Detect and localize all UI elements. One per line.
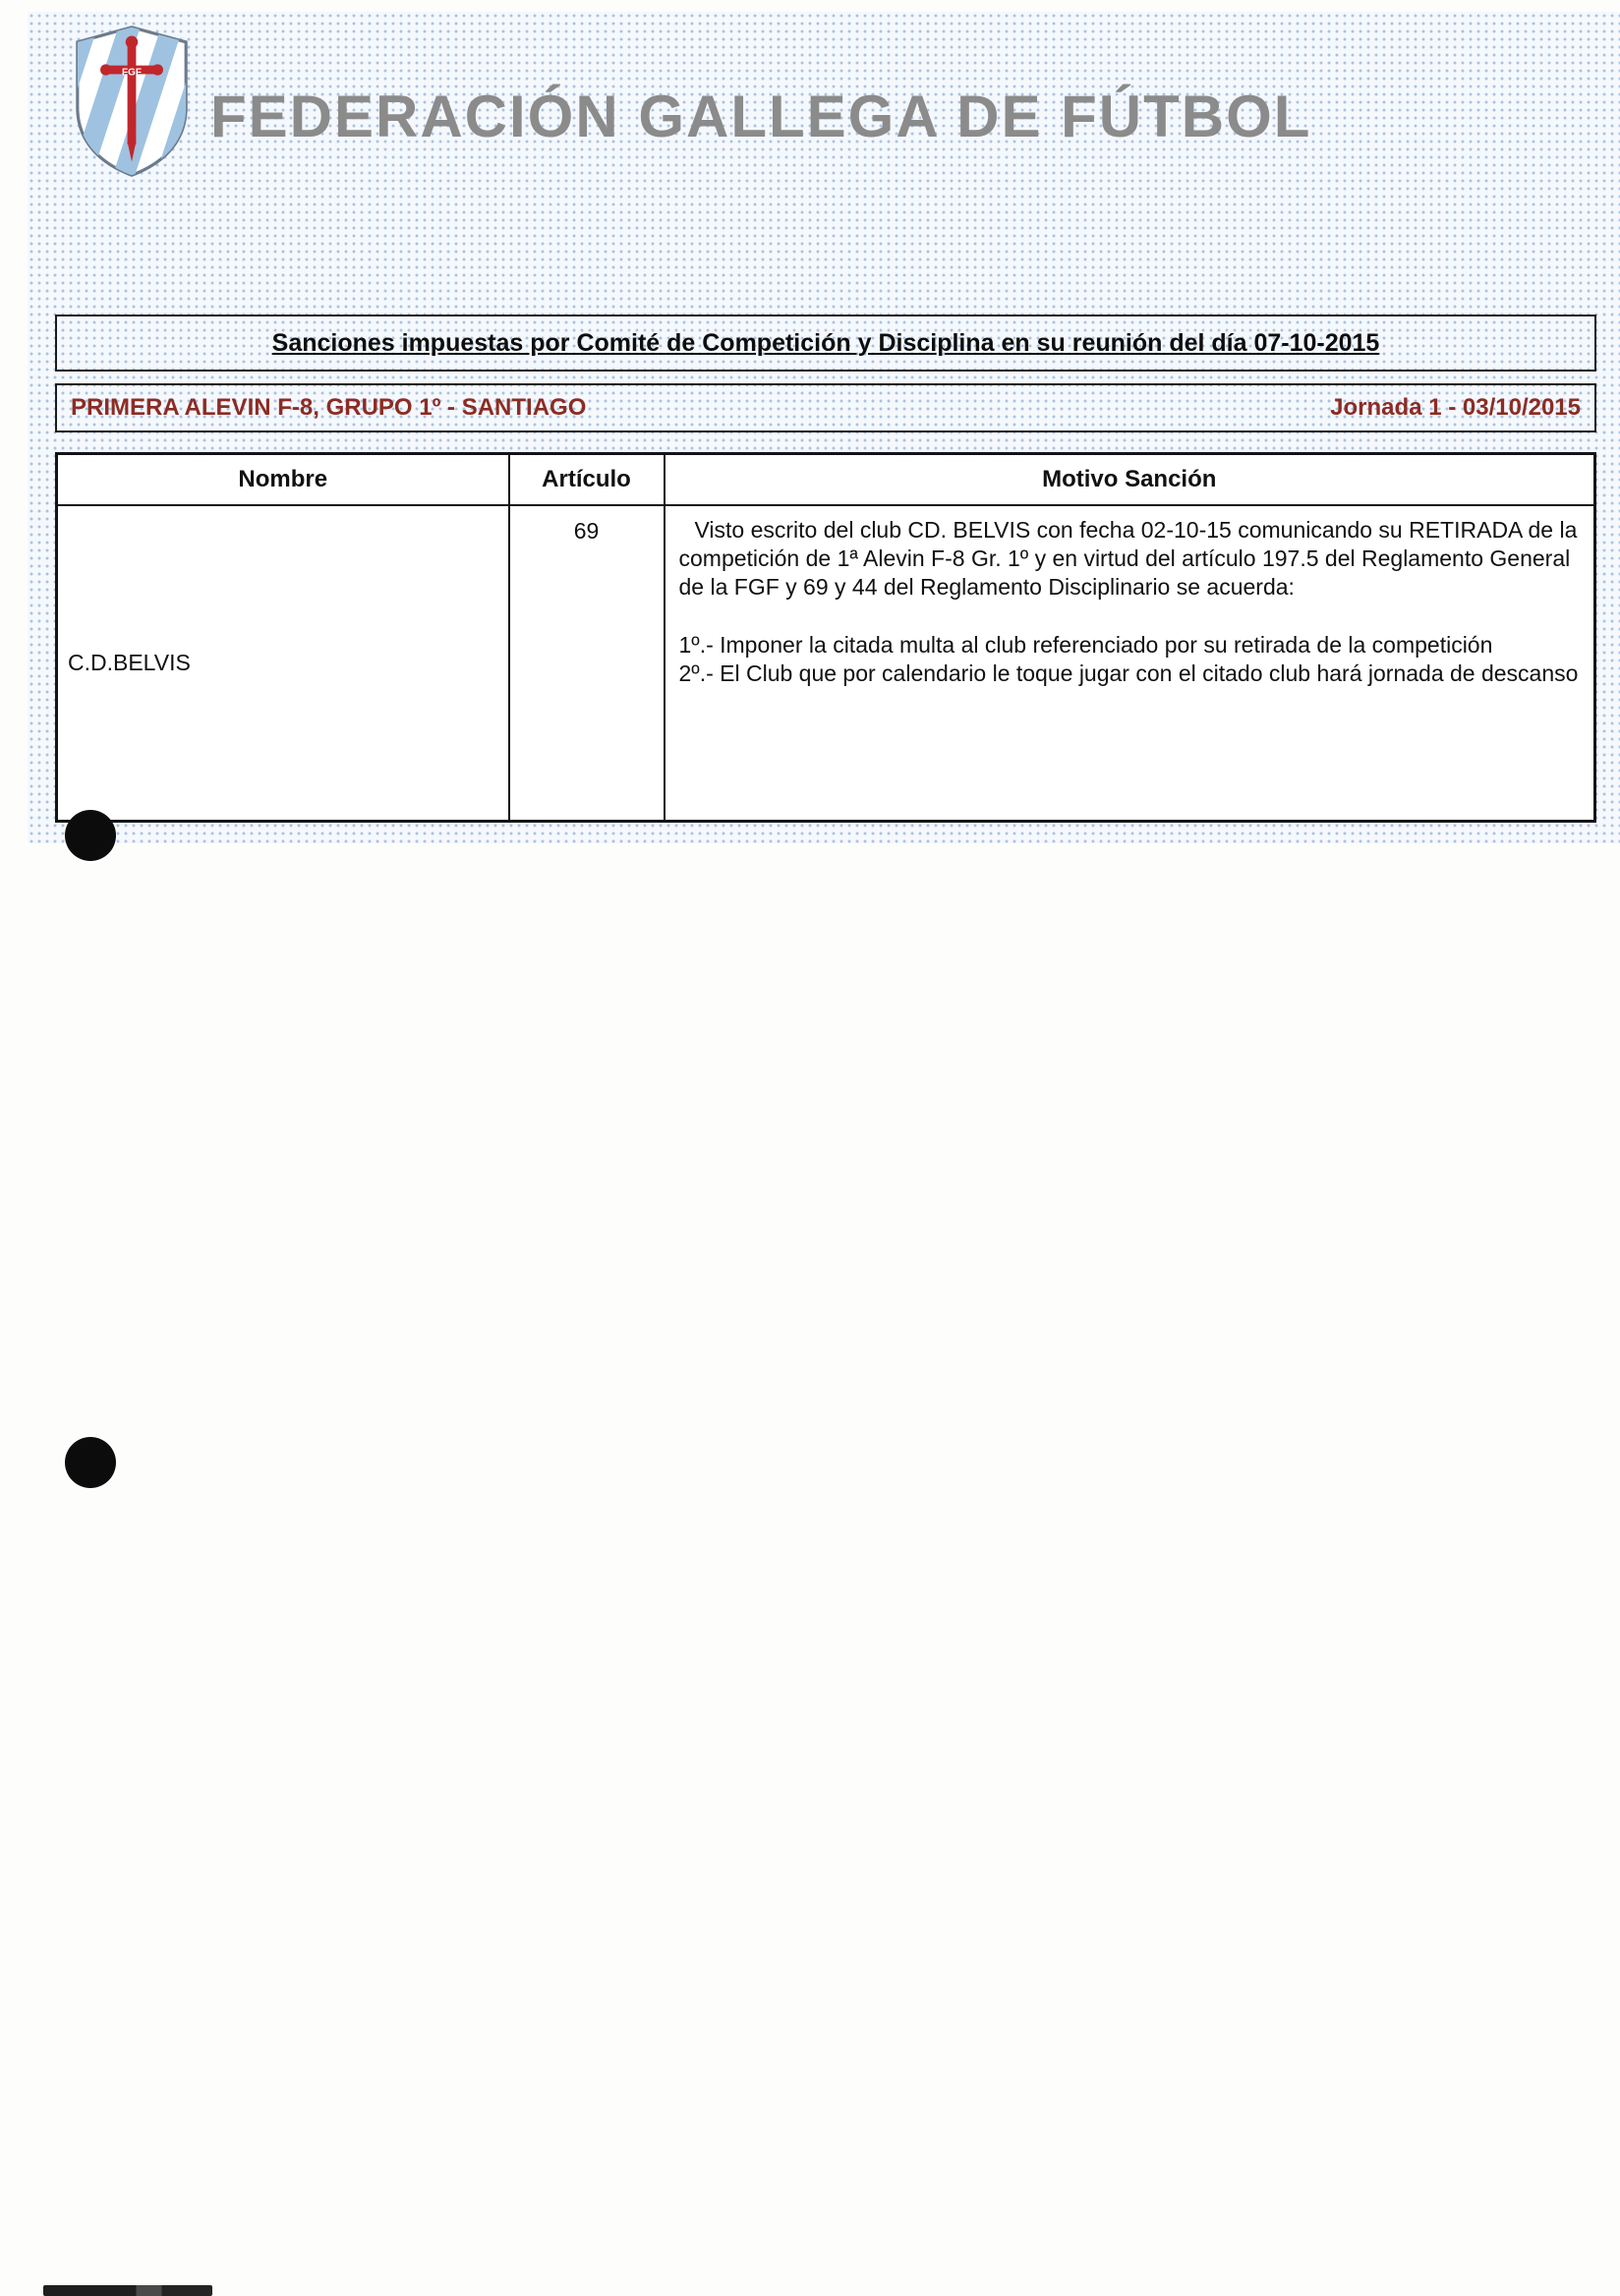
cell-motivo xyxy=(665,505,1595,822)
org-title: FEDERACIÓN GALLEGA DE FÚTBOL xyxy=(210,84,1312,149)
motivo-paragraph-3: 2º.- El Club que por calendario le toque jugar con el citado club hará jornada de descanso xyxy=(678,660,1579,686)
crest-letters: FGF xyxy=(121,67,143,79)
fgf-crest-logo xyxy=(69,24,195,179)
sanctions-title: Sanciones impuestas por Comité de Competición y Disciplina en su reunión del día 07-10-2015 xyxy=(271,328,1380,357)
motivo-paragraph-2: 1º.- Imponer la citada multa al club referenciado por su retirada de la competición xyxy=(678,631,1493,658)
col-header-nombre: Nombre xyxy=(57,454,509,505)
scan-artifact-smudge xyxy=(43,2285,212,2296)
competition-bar xyxy=(55,383,1596,432)
sanctions-table xyxy=(55,452,1596,823)
col-header-motivo: Motivo Sanción xyxy=(665,454,1595,505)
competition-name: PRIMERA ALEVIN F-8, GRUPO 1º - SANTIAGO xyxy=(71,394,587,421)
table-row xyxy=(57,505,1595,822)
jornada-date: Jornada 1 - 03/10/2015 xyxy=(1330,394,1581,421)
fgf-crest-icon xyxy=(69,24,195,179)
scan-hole-punch-top xyxy=(65,810,116,861)
cell-nombre: C.D.BELVIS xyxy=(57,505,509,822)
col-header-articulo: Artículo xyxy=(509,454,665,505)
scan-hole-punch-bottom xyxy=(65,1437,116,1488)
cell-articulo: 69 xyxy=(509,505,665,822)
table-header-row xyxy=(57,454,1595,505)
sanctions-title-box xyxy=(55,315,1596,372)
motivo-paragraph-1: Visto escrito del club CD. BELVIS con fecha 02-10-15 comunicando su RETIRADA de la competición de 1ª Alevin F-8 Gr. 1º y en virtud del artículo 197.5 del Reglamento General de la FGF y 69 y 44 del Reglamento Disciplinario se acuerda: xyxy=(678,516,1578,600)
